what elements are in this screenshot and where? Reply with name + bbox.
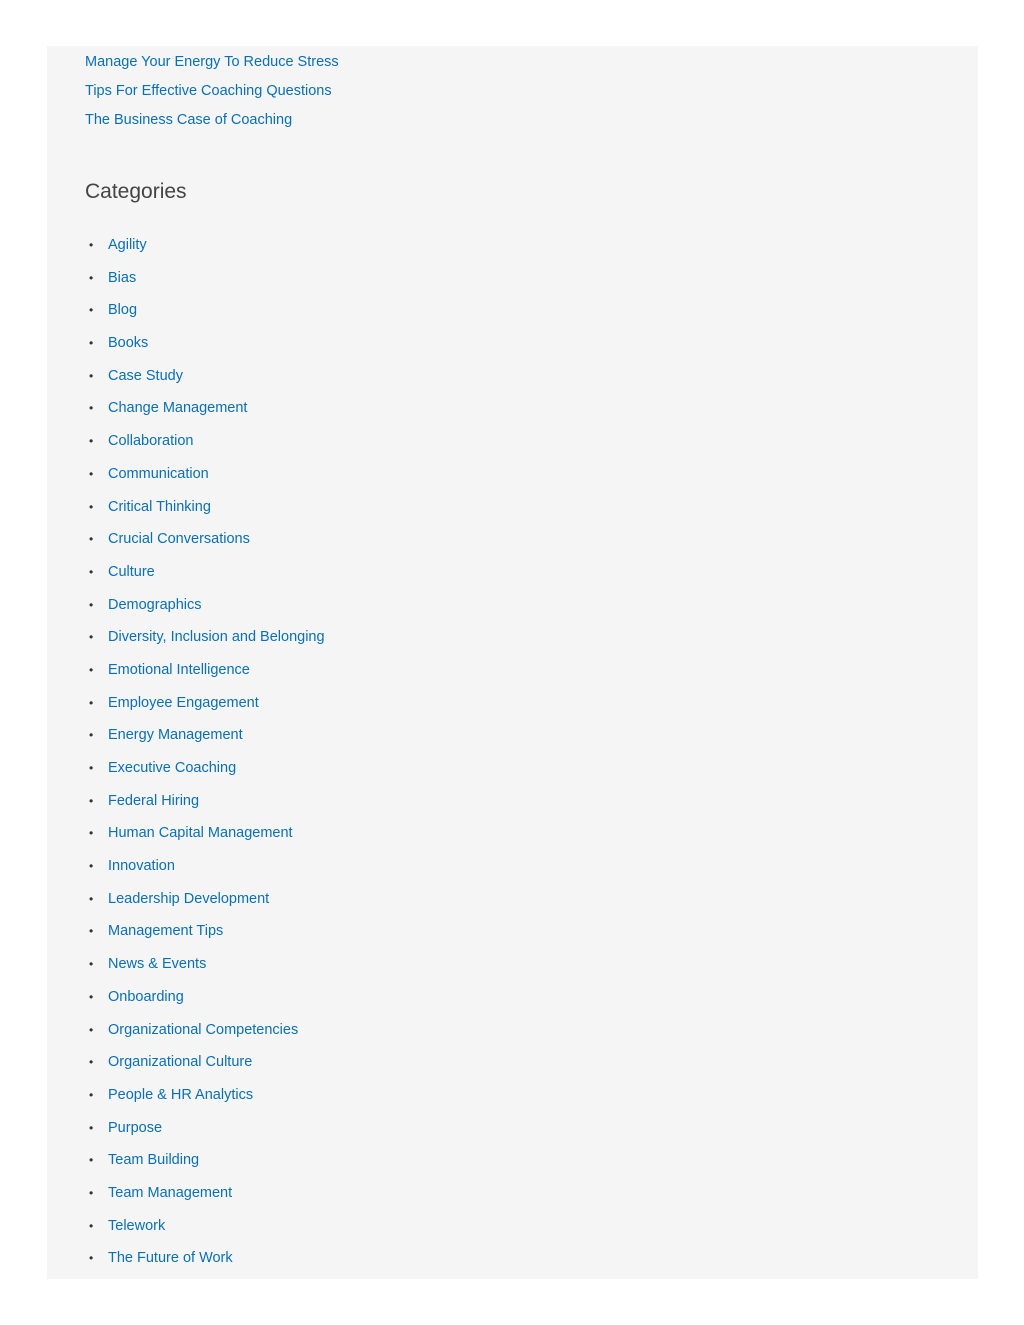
category-link[interactable]: Team Management xyxy=(108,1184,233,1201)
list-item xyxy=(85,953,325,986)
category-link[interactable]: Organizational Competencies xyxy=(108,1021,299,1038)
category-link[interactable]: Management Tips xyxy=(108,923,224,940)
bullet-icon: • xyxy=(89,793,94,808)
sidebar-panel xyxy=(47,46,978,1279)
category-link[interactable]: Change Management xyxy=(108,400,248,417)
list-item xyxy=(85,1051,325,1084)
bullet-icon: • xyxy=(89,695,94,710)
bullet-icon: • xyxy=(89,499,94,514)
bullet-icon: • xyxy=(89,1022,94,1037)
category-link[interactable]: Purpose xyxy=(108,1119,163,1136)
category-link[interactable]: Telework xyxy=(108,1217,166,1234)
list-item xyxy=(85,1149,325,1182)
bullet-icon: • xyxy=(89,924,94,939)
bullet-icon: • xyxy=(89,401,94,416)
category-link[interactable]: Demographics xyxy=(108,596,202,613)
list-item xyxy=(85,626,325,659)
bullet-icon: • xyxy=(89,1055,94,1070)
list-item xyxy=(85,52,339,81)
list-item xyxy=(85,822,325,855)
list-item xyxy=(85,234,325,267)
categories-heading: Categories xyxy=(85,180,187,203)
list-item xyxy=(85,299,325,332)
list-item xyxy=(85,790,325,823)
list-item xyxy=(85,332,325,365)
category-link[interactable]: Executive Coaching xyxy=(108,760,237,776)
category-link[interactable]: Blog xyxy=(108,302,138,319)
list-item xyxy=(85,528,325,561)
bullet-icon: • xyxy=(89,1251,94,1266)
category-link[interactable]: Culture xyxy=(108,563,155,580)
category-link[interactable]: Bias xyxy=(108,269,137,286)
category-link[interactable]: Energy Management xyxy=(108,727,243,744)
recent-post-link[interactable]: The Business Case of Coaching xyxy=(85,112,293,128)
category-link[interactable]: Leadership Development xyxy=(108,890,270,907)
list-item xyxy=(85,594,325,627)
category-link[interactable]: Team Building xyxy=(108,1152,200,1169)
bullet-icon: • xyxy=(89,270,94,285)
category-link[interactable]: Human Capital Management xyxy=(108,825,293,842)
category-link[interactable]: Employee Engagement xyxy=(108,694,259,711)
bullet-icon: • xyxy=(89,368,94,383)
bullet-icon: • xyxy=(89,1153,94,1168)
list-item xyxy=(85,692,325,725)
list-item xyxy=(85,1019,325,1052)
bullet-icon: • xyxy=(89,728,94,743)
list-item xyxy=(85,724,325,757)
bullet-icon: • xyxy=(89,662,94,677)
category-link[interactable]: Emotional Intelligence xyxy=(108,661,250,678)
list-item xyxy=(85,397,325,430)
recent-post-link[interactable]: Manage Your Energy To Reduce Stress xyxy=(85,54,339,70)
bullet-icon: • xyxy=(89,466,94,481)
list-item xyxy=(85,920,325,953)
bullet-icon: • xyxy=(89,564,94,579)
category-link[interactable]: People & HR Analytics xyxy=(108,1086,254,1103)
bullet-icon: • xyxy=(89,957,94,972)
bullet-icon: • xyxy=(89,336,94,351)
bullet-icon: • xyxy=(89,761,94,775)
category-link[interactable]: News & Events xyxy=(108,956,207,973)
recent-posts-list xyxy=(85,52,339,139)
bullet-icon: • xyxy=(89,1185,94,1200)
bullet-icon: • xyxy=(89,826,94,841)
category-link[interactable]: Communication xyxy=(108,465,209,482)
list-item xyxy=(85,430,325,463)
bullet-icon: • xyxy=(89,1087,94,1102)
category-link[interactable]: The Future of Work xyxy=(108,1250,233,1267)
category-link[interactable]: Books xyxy=(108,335,149,352)
category-link[interactable]: Collaboration xyxy=(108,433,194,450)
bullet-icon: • xyxy=(89,989,94,1004)
category-link[interactable]: Crucial Conversations xyxy=(108,531,250,548)
list-item xyxy=(85,986,325,1019)
list-item xyxy=(85,1182,325,1215)
recent-post-link[interactable]: Tips For Effective Coaching Questions xyxy=(85,83,332,99)
list-item xyxy=(85,757,325,790)
list-item xyxy=(85,1084,325,1117)
category-link[interactable]: Critical Thinking xyxy=(108,498,211,515)
category-link[interactable]: Innovation xyxy=(108,858,175,875)
bullet-icon: • xyxy=(89,630,94,645)
list-item xyxy=(85,1247,325,1280)
category-link[interactable]: Agility xyxy=(108,237,147,253)
list-item xyxy=(85,855,325,888)
bullet-icon: • xyxy=(89,597,94,612)
list-item xyxy=(85,1215,325,1248)
bullet-icon: • xyxy=(89,532,94,547)
list-item xyxy=(85,888,325,921)
category-link[interactable]: Federal Hiring xyxy=(108,792,200,809)
bullet-icon: • xyxy=(89,434,94,449)
list-item xyxy=(85,561,325,594)
category-link[interactable]: Organizational Culture xyxy=(108,1054,253,1071)
list-item xyxy=(85,267,325,300)
list-item xyxy=(85,659,325,692)
bullet-icon: • xyxy=(89,891,94,906)
bullet-icon: • xyxy=(89,1218,94,1233)
list-item xyxy=(85,496,325,529)
list-item xyxy=(85,365,325,398)
list-item xyxy=(85,1117,325,1150)
bullet-icon: • xyxy=(89,238,94,252)
bullet-icon: • xyxy=(89,303,94,318)
list-item xyxy=(85,463,325,496)
bullet-icon: • xyxy=(89,1120,94,1135)
category-link[interactable]: Diversity, Inclusion and Belonging xyxy=(108,629,325,646)
categories-list xyxy=(85,234,325,1280)
bullet-icon: • xyxy=(89,859,94,874)
category-link[interactable]: Case Study xyxy=(108,367,183,384)
list-item xyxy=(85,81,339,110)
list-item xyxy=(85,110,339,139)
category-link[interactable]: Onboarding xyxy=(108,988,184,1005)
